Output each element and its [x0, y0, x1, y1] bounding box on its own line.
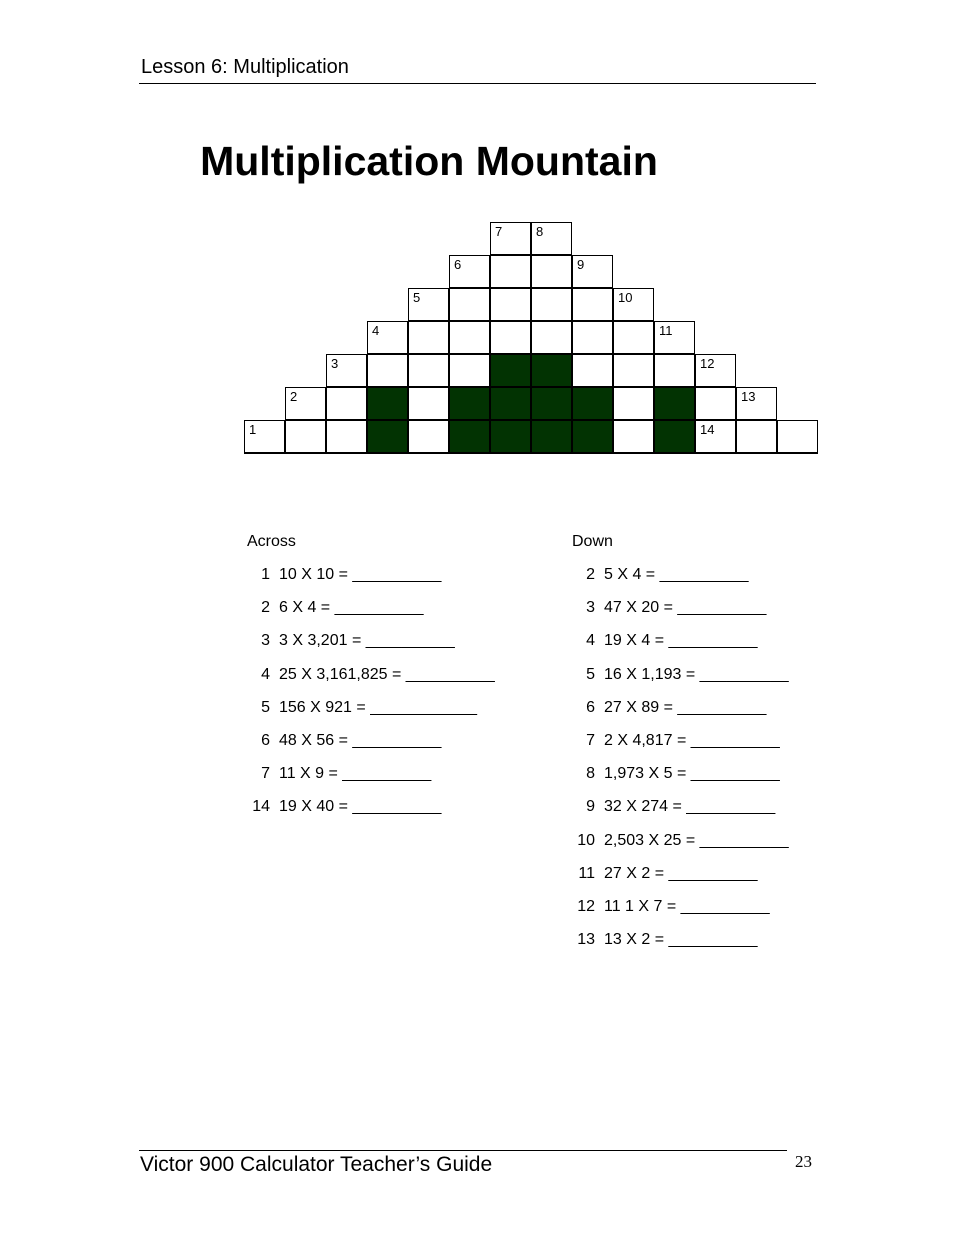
- page-header: [139, 56, 816, 84]
- page-number: 23: [795, 1152, 812, 1171]
- down-clue: [563, 765, 780, 783]
- crossword-cell[interactable]: [408, 387, 449, 420]
- crossword-cell[interactable]: [777, 420, 818, 454]
- crossword-blocked-cell: [531, 387, 572, 420]
- clue-number: 5: [586, 665, 595, 683]
- down-heading: Down: [572, 533, 613, 550]
- down-clue: [563, 865, 757, 883]
- crossword-clue-number: 3: [331, 356, 339, 371]
- crossword-clue-number: 8: [536, 224, 544, 239]
- clue-text: 5 X 4 = __________: [604, 566, 749, 583]
- down-clue: [563, 699, 766, 717]
- across-clue: [238, 632, 455, 650]
- crossword-cell[interactable]: [531, 222, 572, 255]
- across-clue: [238, 566, 441, 584]
- down-clue: [563, 898, 770, 916]
- clue-number: 3: [261, 632, 270, 650]
- crossword-cell[interactable]: [736, 387, 777, 420]
- lesson-title: Lesson 6: Multiplication: [141, 56, 349, 78]
- crossword-cell[interactable]: [367, 354, 408, 387]
- footer-guide-title: Victor 900 Calculator Teacher’s Guide: [140, 1153, 493, 1176]
- crossword-cell[interactable]: [490, 288, 531, 321]
- crossword-cell[interactable]: [572, 288, 613, 321]
- crossword-cell[interactable]: [449, 321, 490, 354]
- crossword-clue-number: 14: [700, 422, 715, 437]
- down-clue: [563, 931, 757, 949]
- clue-text: 3 X 3,201 = __________: [279, 632, 455, 650]
- crossword-cell[interactable]: [736, 420, 777, 454]
- crossword-cell[interactable]: [695, 420, 736, 454]
- down-clue: [563, 832, 789, 850]
- crossword-blocked-cell: [490, 354, 531, 387]
- crossword-clue-number: 11: [659, 323, 673, 338]
- crossword-cell[interactable]: [613, 420, 654, 454]
- crossword-blocked-cell: [572, 387, 613, 420]
- crossword-cell[interactable]: [326, 354, 367, 387]
- down-clue: [563, 599, 766, 617]
- crossword-blocked-cell: [367, 420, 408, 454]
- clue-text: 156 X 921 = ____________: [279, 698, 477, 716]
- clue-number: 7: [586, 732, 595, 749]
- crossword-cell[interactable]: [654, 354, 695, 387]
- crossword-cell[interactable]: [613, 354, 654, 387]
- clue-number: 3: [586, 599, 595, 617]
- crossword-cell[interactable]: [408, 420, 449, 454]
- across-clue: [238, 699, 477, 717]
- crossword-clue-number: 4: [372, 323, 380, 338]
- clue-number: 7: [261, 765, 270, 783]
- crossword-blocked-cell: [367, 387, 408, 420]
- crossword-clue-number: 7: [495, 224, 503, 239]
- page-title: Multiplication Mountain: [200, 138, 658, 184]
- clue-number: 6: [586, 698, 595, 716]
- crossword-blocked-cell: [654, 420, 695, 454]
- down-clue: [563, 566, 749, 584]
- clue-text: 13 X 2 = __________: [604, 931, 758, 949]
- clue-number: 5: [261, 698, 270, 716]
- clue-number: 13: [577, 931, 595, 949]
- crossword-cell[interactable]: [572, 255, 613, 288]
- clue-text: 11 1 X 7 = __________: [604, 898, 770, 915]
- crossword-cell[interactable]: [531, 255, 572, 288]
- clue-number: 11: [578, 864, 595, 882]
- crossword-cell[interactable]: [408, 354, 449, 387]
- crossword-cell[interactable]: [408, 288, 449, 321]
- crossword-clue-number: 13: [741, 389, 756, 404]
- across-heading: Across: [247, 533, 296, 550]
- crossword-blocked-cell: [531, 354, 572, 387]
- crossword-clue-number: 12: [700, 356, 715, 371]
- clue-number: 2: [586, 566, 595, 583]
- footer-rule: [139, 1150, 787, 1151]
- across-clue: [238, 599, 424, 617]
- crossword-cell[interactable]: [613, 288, 654, 321]
- down-clue: [563, 798, 775, 816]
- clue-text: 11 X 9 = __________: [279, 765, 432, 783]
- crossword-blocked-cell: [449, 420, 490, 454]
- crossword-blocked-cell: [490, 387, 531, 420]
- clue-text: 1,973 X 5 = __________: [604, 765, 780, 783]
- crossword-blocked-cell: [531, 420, 572, 454]
- crossword-cell[interactable]: [367, 321, 408, 354]
- clue-text: 2 X 4,817 = __________: [604, 732, 780, 749]
- clue-text: 32 X 274 = __________: [604, 798, 776, 816]
- crossword-cell[interactable]: [531, 321, 572, 354]
- crossword-cell[interactable]: [695, 354, 736, 387]
- clue-number: 14: [252, 798, 270, 816]
- clue-number: 4: [261, 665, 270, 683]
- crossword-cell[interactable]: [490, 321, 531, 354]
- clue-text: 48 X 56 = __________: [279, 732, 442, 749]
- crossword-blocked-cell: [490, 420, 531, 454]
- crossword-cell[interactable]: [613, 387, 654, 420]
- crossword-clue-number: 9: [577, 257, 585, 272]
- clue-number: 6: [261, 732, 270, 749]
- crossword-cell[interactable]: [613, 321, 654, 354]
- across-clue: [238, 666, 495, 684]
- crossword-cell[interactable]: [490, 255, 531, 288]
- crossword-cell[interactable]: [531, 288, 572, 321]
- crossword-cell[interactable]: [572, 354, 613, 387]
- clue-text: 47 X 20 = __________: [604, 599, 767, 617]
- crossword-clue-number: 5: [413, 290, 421, 305]
- crossword-cell[interactable]: [326, 420, 367, 454]
- clue-text: 6 X 4 = __________: [279, 599, 424, 617]
- down-clue: [563, 732, 780, 750]
- crossword-cell[interactable]: [449, 255, 490, 288]
- crossword-blocked-cell: [449, 387, 490, 420]
- crossword-cell[interactable]: [326, 387, 367, 420]
- clue-text: 27 X 89 = __________: [604, 698, 767, 716]
- clue-text: 27 X 2 = __________: [604, 864, 758, 882]
- crossword-cell[interactable]: [654, 321, 695, 354]
- crossword-blocked-cell: [572, 420, 613, 454]
- clue-number: 4: [586, 632, 595, 650]
- clue-number: 1: [261, 566, 270, 583]
- crossword-cell[interactable]: [449, 354, 490, 387]
- crossword-cell[interactable]: [449, 288, 490, 321]
- down-clue: [563, 666, 789, 684]
- crossword-clue-number: 1: [249, 422, 257, 437]
- clue-text: 19 X 40 = __________: [279, 798, 442, 816]
- clue-number: 10: [577, 831, 595, 849]
- crossword-clue-number: 10: [618, 290, 633, 305]
- clue-text: 19 X 4 = __________: [604, 632, 758, 650]
- across-clue: [238, 732, 441, 750]
- clue-number: 9: [586, 798, 595, 816]
- crossword-cell[interactable]: [408, 321, 449, 354]
- crossword-clue-number: 6: [454, 257, 462, 272]
- crossword-cell[interactable]: [285, 387, 326, 420]
- clue-text: 10 X 10 = __________: [279, 566, 442, 583]
- clue-text: 16 X 1,193 = __________: [604, 665, 789, 683]
- clue-text: 2,503 X 25 = __________: [604, 831, 789, 849]
- down-clue: [563, 632, 757, 650]
- crossword-cell[interactable]: [244, 420, 285, 454]
- crossword-clue-number: 2: [290, 389, 298, 404]
- clue-number: 8: [586, 765, 595, 783]
- clue-number: 2: [261, 599, 270, 617]
- crossword-cell[interactable]: [285, 420, 326, 454]
- crossword-cell[interactable]: [490, 222, 531, 255]
- crossword-blocked-cell: [654, 387, 695, 420]
- across-clue: [238, 798, 441, 816]
- crossword-cell[interactable]: [695, 387, 736, 420]
- clue-number: 12: [577, 898, 595, 915]
- across-clue: [238, 765, 431, 783]
- clue-text: 25 X 3,161,825 = __________: [279, 665, 495, 683]
- crossword-cell[interactable]: [572, 321, 613, 354]
